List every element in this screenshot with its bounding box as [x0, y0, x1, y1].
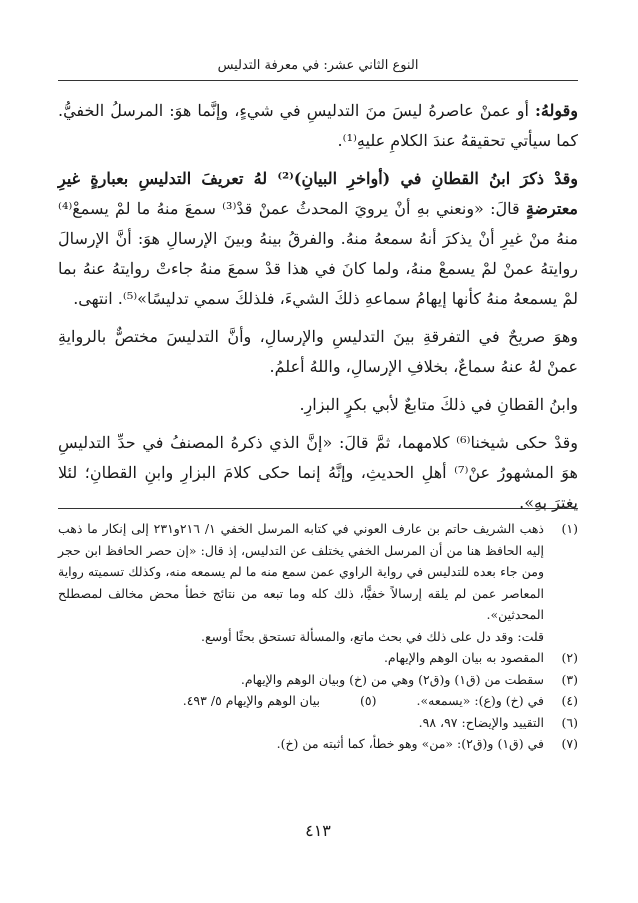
footnote-1 [58, 518, 578, 647]
footnote-1-body: ذهب الشريف حاتم بن عارف العوني في كتابه المرسل الخفي ١/ ٢١٦و٢٣١ إلى إنكار ما ذهب إليه الحافظ هنا من أن المرسل الخفي يختلف عن التدليس، إذ قال: «إن حصر الحافظ ابن حجر ومن جاء بعده للتدليس في رواية الراوي عمن سمع منه ما لم يسمعه منه، وكذلك تسميته رواية المعاصر عمن لم يلقه إرسالاً خفيًّا، ذلك كله وما تبعه من نتائج خطأ محض مخالف لمصطلح المحدثين». [58, 521, 545, 622]
footnote-text: سقطت من (ق١) و(ق٢) وهي من (خ) وبيان الوهم والإيهام. [240, 671, 544, 687]
paragraph-5: وقدْ حكى شيخنا⁽⁶⁾ كلامهما، ثمَّ قالَ: «إنَّ الذي ذكرهُ المصنفُ في حدِّ التدليسِ هوَ المشهورُ عنْ⁽⁷⁾ أهلِ الحديثِ، وإنَّهُ إنما حكى كلامَ البزارِ وابنِ القطانِ؛ لئلا يغترَ بهِ». [58, 433, 579, 512]
footnote-1-extra: قلت: وقد دل على ذلك في بحث ماتع، والمسألة تستحق بحثًا أوسع. [201, 628, 544, 644]
footnote-5-number: (٥) [360, 693, 377, 708]
footnote-4-5 [58, 690, 578, 712]
footnote-7 [58, 733, 578, 755]
paragraph-2-lead: وقدْ ذكرَ ابنُ القطانِ في (أواخرِ البيانِ)⁽²⁾ لهُ تعريفَ التدليسِ بعبارةٍ غيرِ معترضةٍ [58, 169, 578, 218]
header-rule [58, 80, 578, 81]
paragraph-1 [58, 96, 578, 156]
footnote-pair [58, 690, 544, 712]
paragraph-2 [58, 164, 578, 314]
running-header: النوع الثاني عشر: في معرفة التدليس [217, 58, 419, 73]
footnote-5-text: بيان الوهم والإيهام ٥/ ٤٩٣. [182, 693, 321, 708]
footnote-text: التقييد والإيضاح: ٩٧، ٩٨. [418, 714, 544, 730]
footnote-number: (٤) [561, 693, 578, 708]
page-number: ٤١٣ [305, 821, 331, 840]
paragraph-2-text: قالَ: «ونعني بهِ أنْ يرويَ المحدثُ عمنْ قدْ⁽³⁾ سمعَ منهُ ما لمْ يسمعْ⁽⁴⁾ منهُ منْ غيرِ أنْ يذكرَ أنهُ سمعهُ منهُ. والفرقُ بينهُ وبينَ الإرسالِ هوَ: أنَّ الإرسالَ روايتهُ عمنْ لمْ يسمعْ منهُ، ولما كانَ في هذا قدْ سمعَ منهُ جاءتْ روايتهُ عنهُ بما لمْ يسمعهُ منهُ كأنها إيهامُ سماعهِ ذلكَ الشيءَ، فلذلكَ سمي تدليسًا»⁽⁵⁾. انتهى. [58, 199, 578, 308]
paragraph-3: وهوَ صريحٌ في التفرقةِ بينَ التدليسِ والإرسالِ، وأنَّ التدليسَ مختصٌّ بالروايةِ عمنْ لهُ عنهُ سماعٌ، بخلافِ الإرسالِ، واللهُ أعلمُ. [58, 327, 578, 376]
paragraph-1-text: أو عمنْ عاصرهُ ليسَ منَ التدليسِ في شيءٍ، وإنَّما هوَ: المرسلُ الخفيُّ. كما سيأتي تحقيقهُ عندَ الكلامِ عليهِ⁽¹⁾. [58, 101, 578, 150]
footnote-4-text: في (خ) و(ع): «يسمعه». [416, 693, 544, 708]
footnotes [58, 518, 578, 755]
footnote-number: (٢) [561, 650, 578, 665]
footnote-number: (٧) [561, 736, 578, 751]
footnote-number: (٦) [561, 714, 578, 730]
footnote-3 [58, 669, 578, 691]
footnote-number: (١) [561, 521, 578, 536]
footnote-number: (٣) [561, 671, 578, 687]
main-text [58, 96, 578, 526]
footnote-6 [58, 712, 578, 734]
footnote-2 [58, 647, 578, 669]
paragraph-4: وابنُ القطانِ في ذلكَ متابعٌ لأبي بكرٍ البزارِ. [299, 395, 578, 414]
footnote-separator [58, 508, 578, 509]
book-page [58, 0, 578, 903]
paragraph-1-lead: وقولهُ: [535, 101, 579, 120]
footnote-text: المقصود به بيان الوهم والإيهام. [383, 650, 544, 665]
footnote-text [58, 518, 544, 647]
footnote-text: في (ق١) و(ق٢): «من» وهو خطأ، كما أثبته من (خ). [276, 736, 544, 751]
